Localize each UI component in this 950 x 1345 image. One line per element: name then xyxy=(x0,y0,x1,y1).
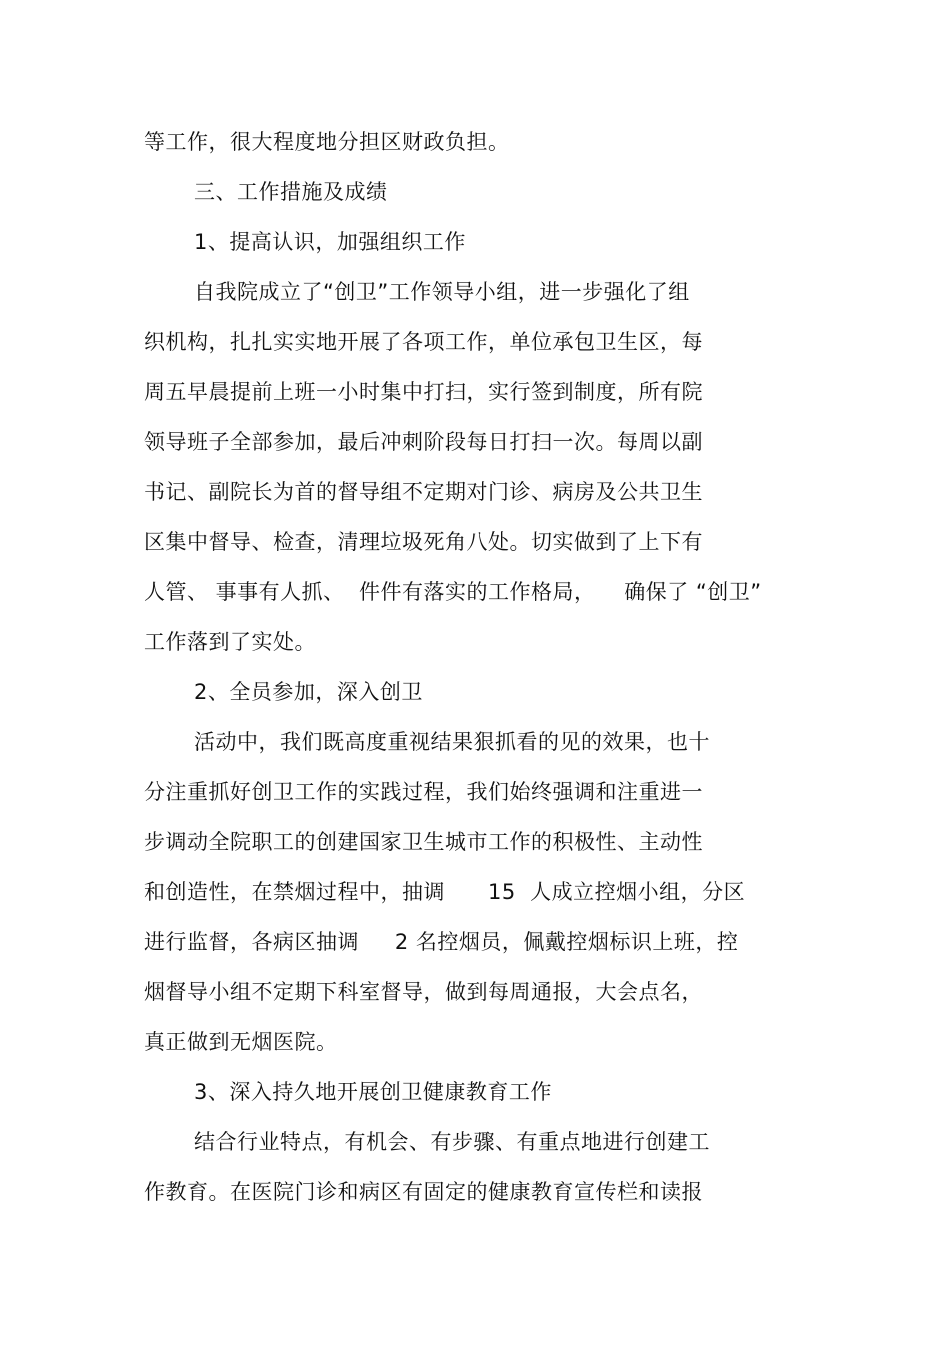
paragraph-line: 等工作，很大程度地分担区财政负担。 xyxy=(144,130,510,154)
paragraph-line: 书记、副院长为首的督导组不定期对门诊、病房及公共卫生 xyxy=(144,480,703,504)
paragraph-line: 自我院成立了“创卫”工作领导小组，进一步强化了组 xyxy=(194,280,690,304)
paragraph-line: 作教育。在医院门诊和病区有固定的健康教育宣传栏和读报 xyxy=(144,1180,703,1204)
paragraph-line: 周五早晨提前上班一小时集中打扫，实行签到制度，所有院 xyxy=(144,380,703,404)
paragraph-line: 烟督导小组不定期下科室督导，做到每周通报，大会点名， xyxy=(144,980,703,1004)
subsection-heading: 2、全员参加，深入创卫 xyxy=(194,680,423,704)
paragraph-line: 结合行业特点，有机会、有步骤、有重点地进行创建工 xyxy=(194,1130,710,1154)
paragraph-line: 领导班子全部参加，最后冲刺阶段每日打扫一次。每周以副 xyxy=(144,430,703,454)
paragraph-line: 进行监督，各病区抽调 2 名控烟员，佩戴控烟标识上班，控 xyxy=(144,930,739,954)
subsection-heading: 1、提高认识，加强组织工作 xyxy=(194,230,466,254)
paragraph-line: 真正做到无烟医院。 xyxy=(144,1030,338,1054)
paragraph-line: 分注重抓好创卫工作的实践过程，我们始终强调和注重进一 xyxy=(144,780,703,804)
section-heading: 三、工作措施及成绩 xyxy=(194,180,388,204)
paragraph-line: 区集中督导、检查，清理垃圾死角八处。切实做到了上下有 xyxy=(144,530,703,554)
paragraph-line: 和创造性，在禁烟过程中，抽调 15 人成立控烟小组，分区 xyxy=(144,880,746,904)
paragraph-line: 织机构，扎扎实实地开展了各项工作，单位承包卫生区，每 xyxy=(144,330,703,354)
paragraph-line: 工作落到了实处。 xyxy=(144,630,316,654)
paragraph-line: 步调动全院职工的创建国家卫生城市工作的积极性、主动性 xyxy=(144,830,703,854)
paragraph-line: 人管、 事事有人抓、 件件有落实的工作格局， 确保了 “创卫” xyxy=(144,580,762,604)
paragraph-line: 活动中，我们既高度重视结果狠抓看的见的效果，也十 xyxy=(194,730,710,754)
subsection-heading: 3、深入持久地开展创卫健康教育工作 xyxy=(194,1080,552,1104)
